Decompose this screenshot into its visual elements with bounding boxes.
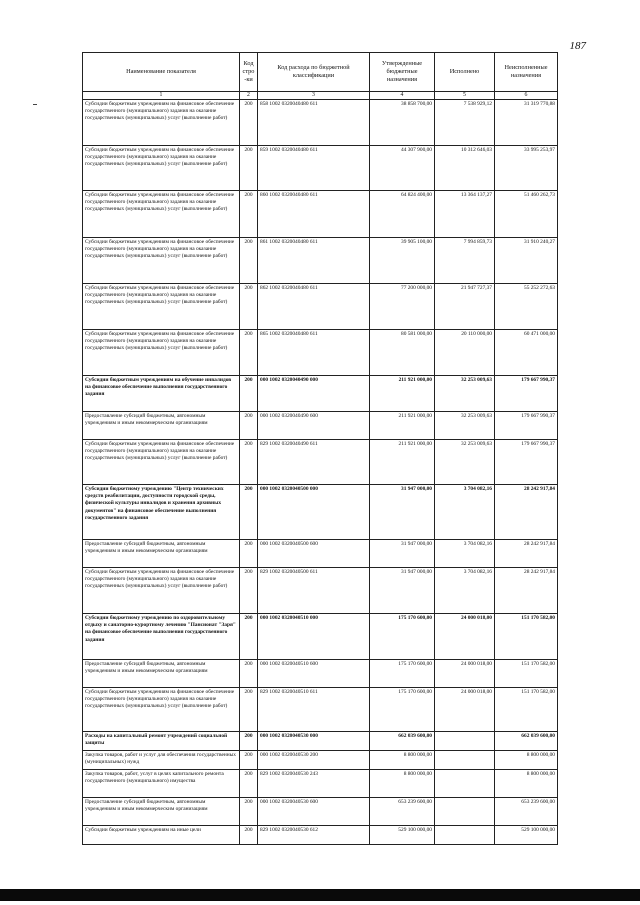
table-row xyxy=(83,568,558,614)
cell-executed: 24 000 018,00 xyxy=(435,614,495,660)
cell-approved: 211 921 000,00 xyxy=(370,376,435,412)
cell-indicator-name: Расходы на капитальный ремонт учреждений социальной защиты xyxy=(83,732,240,751)
column-number: 2 xyxy=(240,92,258,100)
cell-unexecuted: 55 252 272,63 xyxy=(495,284,558,330)
cell-unexecuted: 33 995 253,97 xyxy=(495,146,558,191)
cell-indicator-name: Субсидии бюджетному учреждению "Центр технических средств реабилитации, доступности городской среды, физической культуры инвалидов и хранения архивных документов" на финансовое обеспечение выполнения государственного задания xyxy=(83,485,240,540)
cell-approved: 175 170 600,00 xyxy=(370,660,435,688)
cell-line-code: 200 xyxy=(240,191,258,238)
table-row xyxy=(83,284,558,330)
cell-line-code: 200 xyxy=(240,485,258,540)
cell-indicator-name: Закупка товаров, работ и услуг для обеспечения государственных (муниципальных) нужд xyxy=(83,751,240,770)
header-executed: Исполнено xyxy=(435,53,495,92)
cell-line-code: 200 xyxy=(240,146,258,191)
cell-approved: 8 800 000,00 xyxy=(370,751,435,770)
cell-indicator-name: Субсидии бюджетным учреждениям на финансовое обеспечение государственного (муниципального) задания на оказание государственных (муниципальных) услуг (выполнение работ) xyxy=(83,568,240,614)
cell-executed xyxy=(435,732,495,751)
cell-unexecuted: 653 239 600,00 xyxy=(495,798,558,826)
cell-unexecuted: 529 100 000,00 xyxy=(495,826,558,845)
cell-executed: 13 364 137,27 xyxy=(435,191,495,238)
cell-budget-classification: 860 1002 0320040480 611 xyxy=(258,191,370,238)
cell-line-code: 200 xyxy=(240,826,258,845)
column-number-row xyxy=(83,92,558,100)
margin-mark xyxy=(33,104,37,105)
page-number: 187 xyxy=(569,40,586,52)
cell-budget-classification: 000 1002 0320040490 600 xyxy=(258,412,370,440)
cell-unexecuted: 179 667 990,37 xyxy=(495,440,558,485)
cell-unexecuted: 28 242 917,84 xyxy=(495,485,558,540)
cell-executed: 3 704 082,16 xyxy=(435,485,495,540)
cell-line-code: 200 xyxy=(240,688,258,732)
cell-unexecuted: 179 667 990,37 xyxy=(495,412,558,440)
cell-budget-classification: 858 1002 0320040480 611 xyxy=(258,100,370,146)
cell-executed: 20 110 000,00 xyxy=(435,330,495,376)
scan-edge-bar xyxy=(0,889,640,901)
cell-unexecuted: 28 242 917,84 xyxy=(495,568,558,614)
cell-line-code: 200 xyxy=(240,540,258,568)
cell-budget-classification: 000 1002 0320040530 600 xyxy=(258,798,370,826)
cell-indicator-name: Субсидии бюджетным учреждениям на финансовое обеспечение государственного (муниципального) задания на оказание государственных (муниципальных) услуг (выполнение работ) xyxy=(83,238,240,284)
cell-line-code: 200 xyxy=(240,732,258,751)
cell-line-code: 200 xyxy=(240,238,258,284)
budget-execution-table xyxy=(82,52,558,845)
cell-approved: 44 307 900,00 xyxy=(370,146,435,191)
cell-line-code: 200 xyxy=(240,751,258,770)
cell-budget-classification: 000 1002 0320040500 600 xyxy=(258,540,370,568)
cell-approved: 31 947 000,00 xyxy=(370,485,435,540)
cell-indicator-name: Субсидии бюджетным учреждениям на финансовое обеспечение государственного (муниципального) задания на оказание государственных (муниципальных) услуг (выполнение работ) xyxy=(83,440,240,485)
cell-indicator-name: Субсидии бюджетным учреждениям на финансовое обеспечение государственного (муниципального) задания на оказание государственных (муниципальных) услуг (выполнение работ) xyxy=(83,191,240,238)
cell-indicator-name: Предоставление субсидий бюджетным, автономным учреждениям и иным некоммерческим организациям xyxy=(83,798,240,826)
cell-indicator-name: Субсидии бюджетным учреждениям на финансовое обеспечение государственного (муниципального) задания на оказание государственных (муниципальных) услуг (выполнение работ) xyxy=(83,100,240,146)
cell-executed: 24 000 018,00 xyxy=(435,660,495,688)
cell-executed: 7 538 929,12 xyxy=(435,100,495,146)
column-number: 6 xyxy=(495,92,558,100)
cell-executed: 21 947 727,37 xyxy=(435,284,495,330)
cell-budget-classification: 829 1002 0320040490 611 xyxy=(258,440,370,485)
cell-budget-classification: 829 1002 0320040530 243 xyxy=(258,770,370,798)
table-row xyxy=(83,826,558,845)
column-number: 5 xyxy=(435,92,495,100)
cell-line-code: 200 xyxy=(240,660,258,688)
cell-budget-classification: 859 1002 0320040480 611 xyxy=(258,146,370,191)
cell-executed xyxy=(435,798,495,826)
column-number: 1 xyxy=(83,92,240,100)
cell-unexecuted: 8 800 000,00 xyxy=(495,770,558,798)
cell-executed: 3 704 082,16 xyxy=(435,540,495,568)
cell-unexecuted: 151 170 582,00 xyxy=(495,614,558,660)
header-unexecuted: Неисполненные назначения xyxy=(495,53,558,92)
cell-approved: 662 039 600,00 xyxy=(370,732,435,751)
table-row xyxy=(83,732,558,751)
table-row xyxy=(83,485,558,540)
table-row xyxy=(83,540,558,568)
cell-unexecuted: 662 039 600,00 xyxy=(495,732,558,751)
cell-line-code: 200 xyxy=(240,798,258,826)
header-budget-classification: Код расхода по бюджетной классификации xyxy=(258,53,370,92)
cell-approved: 77 200 000,00 xyxy=(370,284,435,330)
header-approved: Утвержденные бюджетные назначения xyxy=(370,53,435,92)
cell-executed: 32 253 009,63 xyxy=(435,440,495,485)
cell-budget-classification: 000 1002 0320040530 000 xyxy=(258,732,370,751)
cell-line-code: 200 xyxy=(240,284,258,330)
cell-indicator-name: Субсидии бюджетным учреждениям на обучение инвалидов на финансовое обеспечение выполнения государственного задания xyxy=(83,376,240,412)
cell-approved: 529 100 000,00 xyxy=(370,826,435,845)
cell-approved: 38 858 700,00 xyxy=(370,100,435,146)
cell-approved: 31 947 000,00 xyxy=(370,540,435,568)
table-row xyxy=(83,238,558,284)
cell-line-code: 200 xyxy=(240,330,258,376)
cell-budget-classification: 861 1002 0320040480 611 xyxy=(258,238,370,284)
header-line-code: Код стро-ки xyxy=(240,53,258,92)
cell-indicator-name: Субсидии бюджетным учреждениям на финансовое обеспечение государственного (муниципального) задания на оказание государственных (муниципальных) услуг (выполнение работ) xyxy=(83,284,240,330)
cell-executed xyxy=(435,770,495,798)
cell-executed: 24 000 018,00 xyxy=(435,688,495,732)
cell-executed: 3 704 082,16 xyxy=(435,568,495,614)
cell-executed: 32 253 009,63 xyxy=(435,376,495,412)
cell-executed: 7 994 859,73 xyxy=(435,238,495,284)
column-number: 3 xyxy=(258,92,370,100)
cell-line-code: 200 xyxy=(240,568,258,614)
cell-unexecuted: 60 471 000,00 xyxy=(495,330,558,376)
cell-line-code: 200 xyxy=(240,440,258,485)
cell-line-code: 200 xyxy=(240,100,258,146)
cell-indicator-name: Предоставление субсидий бюджетным, автономным учреждениям и иным некоммерческим организациям xyxy=(83,412,240,440)
cell-unexecuted: 151 170 582,00 xyxy=(495,688,558,732)
cell-executed xyxy=(435,751,495,770)
cell-budget-classification: 000 1002 0320040510 000 xyxy=(258,614,370,660)
cell-line-code: 200 xyxy=(240,770,258,798)
cell-approved: 39 905 100,00 xyxy=(370,238,435,284)
cell-approved: 8 800 000,00 xyxy=(370,770,435,798)
cell-approved: 211 921 000,00 xyxy=(370,440,435,485)
table-row xyxy=(83,191,558,238)
cell-approved: 175 170 600,00 xyxy=(370,688,435,732)
cell-budget-classification: 000 1002 0320040530 200 xyxy=(258,751,370,770)
cell-indicator-name: Субсидии бюджетным учреждениям на финансовое обеспечение государственного (муниципального) задания на оказание государственных (муниципальных) услуг (выполнение работ) xyxy=(83,330,240,376)
cell-unexecuted: 151 170 582,00 xyxy=(495,660,558,688)
cell-indicator-name: Субсидии бюджетным учреждениям на финансовое обеспечение государственного (муниципального) задания на оказание государственных (муниципальных) услуг (выполнение работ) xyxy=(83,146,240,191)
column-number: 4 xyxy=(370,92,435,100)
table-row xyxy=(83,100,558,146)
cell-line-code: 200 xyxy=(240,376,258,412)
table-row xyxy=(83,440,558,485)
cell-budget-classification: 865 1002 0320040480 611 xyxy=(258,330,370,376)
table-row xyxy=(83,330,558,376)
cell-unexecuted: 179 667 990,37 xyxy=(495,376,558,412)
table-body xyxy=(83,100,558,845)
cell-budget-classification: 829 1002 0320040530 612 xyxy=(258,826,370,845)
header-indicator-name: Наименование показателя xyxy=(83,53,240,92)
cell-indicator-name: Предоставление субсидий бюджетным, автономным учреждениям и иным некоммерческим организациям xyxy=(83,540,240,568)
table-row xyxy=(83,770,558,798)
cell-unexecuted: 51 460 262,73 xyxy=(495,191,558,238)
table-row xyxy=(83,376,558,412)
cell-unexecuted: 31 910 240,27 xyxy=(495,238,558,284)
table-row xyxy=(83,751,558,770)
cell-budget-classification: 000 1002 0320040490 000 xyxy=(258,376,370,412)
cell-budget-classification: 862 1002 0320040480 611 xyxy=(258,284,370,330)
table-row xyxy=(83,412,558,440)
cell-approved: 64 824 400,00 xyxy=(370,191,435,238)
cell-unexecuted: 28 242 917,84 xyxy=(495,540,558,568)
cell-approved: 80 581 000,00 xyxy=(370,330,435,376)
cell-indicator-name: Субсидии бюджетным учреждениям на иные цели xyxy=(83,826,240,845)
cell-indicator-name: Закупка товаров, работ, услуг в целях капитального ремонта государственного (муниципального) имущества xyxy=(83,770,240,798)
cell-approved: 211 921 000,00 xyxy=(370,412,435,440)
table-row xyxy=(83,798,558,826)
cell-line-code: 200 xyxy=(240,614,258,660)
cell-line-code: 200 xyxy=(240,412,258,440)
cell-budget-classification: 829 1002 0320040500 611 xyxy=(258,568,370,614)
cell-approved: 31 947 000,00 xyxy=(370,568,435,614)
table-row xyxy=(83,614,558,660)
table-row xyxy=(83,146,558,191)
cell-unexecuted: 31 319 770,88 xyxy=(495,100,558,146)
cell-budget-classification: 000 1002 0320040500 000 xyxy=(258,485,370,540)
cell-executed xyxy=(435,826,495,845)
cell-indicator-name: Субсидии бюджетным учреждениям на финансовое обеспечение государственного (муниципального) задания на оказание государственных (муниципальных) услуг (выполнение работ) xyxy=(83,688,240,732)
cell-indicator-name: Предоставление субсидий бюджетным, автономным учреждениям и иным некоммерческим организациям xyxy=(83,660,240,688)
cell-budget-classification: 829 1002 0320040510 611 xyxy=(258,688,370,732)
cell-unexecuted: 8 800 000,00 xyxy=(495,751,558,770)
table-header-row xyxy=(83,53,558,92)
cell-indicator-name: Субсидии бюджетному учреждению по оздоровительному отдыху и санаторно-курортному лечению "Пансионат "Заря" на финансовое обеспечение выполнения государственного задания xyxy=(83,614,240,660)
cell-approved: 653 239 600,00 xyxy=(370,798,435,826)
cell-executed: 10 312 646,03 xyxy=(435,146,495,191)
cell-budget-classification: 000 1002 0320040510 600 xyxy=(258,660,370,688)
table-row xyxy=(83,688,558,732)
cell-approved: 175 170 600,00 xyxy=(370,614,435,660)
table-row xyxy=(83,660,558,688)
cell-executed: 32 253 009,63 xyxy=(435,412,495,440)
